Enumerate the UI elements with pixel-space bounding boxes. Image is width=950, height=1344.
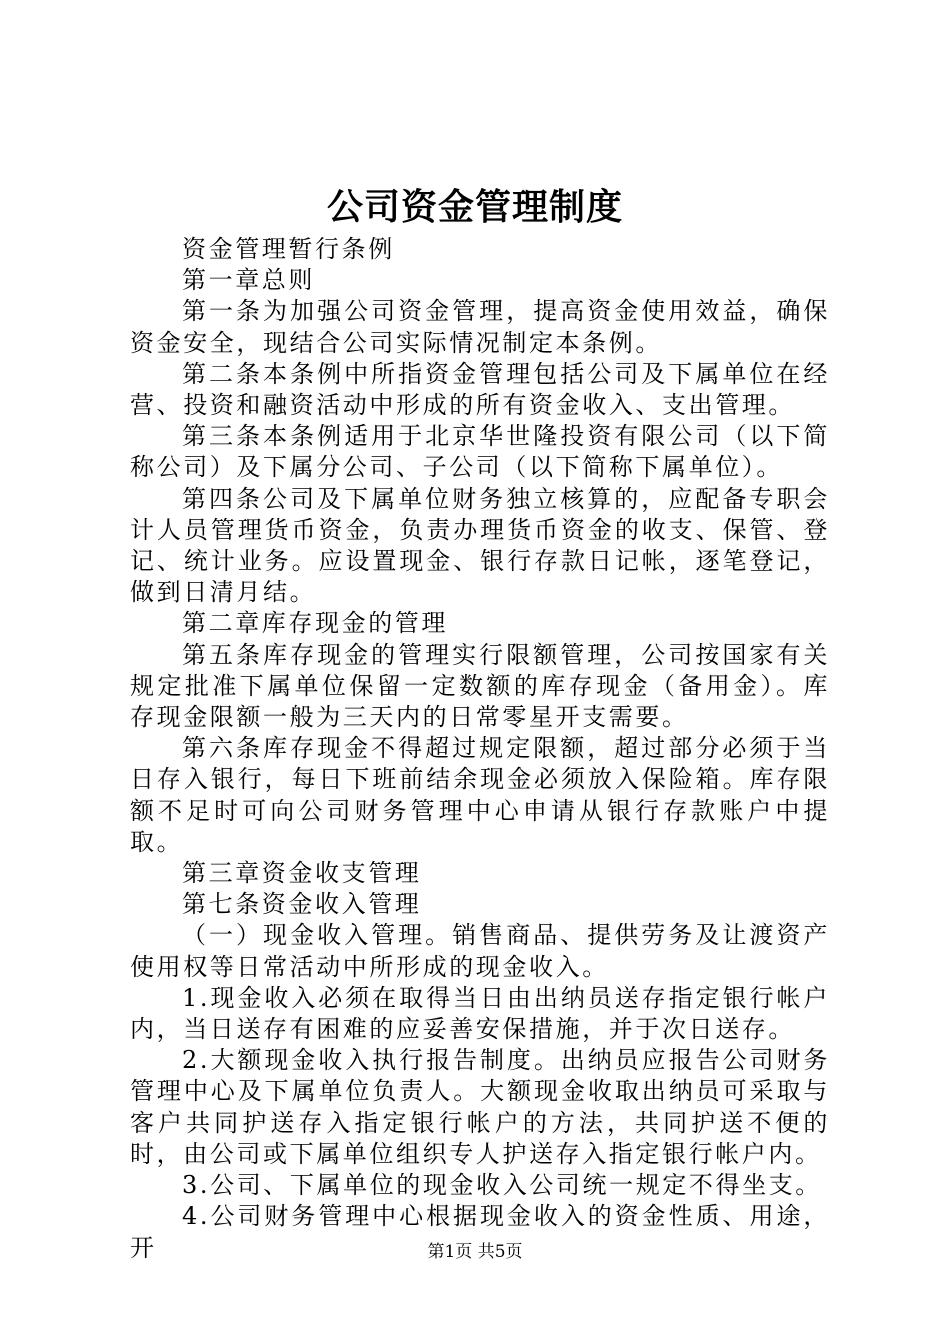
paragraph-13: 1.现金收入必须在取得当日由出纳员送存指定银行帐户内，当日送存有困难的应妥善安保措施，并于次日送存。 [130, 983, 830, 1044]
paragraph-2: 第一章总则 [182, 266, 315, 295]
paragraph-5: 第三条本条例适用于北京华世隆投资有限公司（以下简称公司）及下属分公司、子公司（以下简称下属单位）。 [130, 422, 830, 482]
paragraph-3: 第一条为加强公司资金管理，提高资金使用效益，确保资金安全，现结合公司实际情况制定本条例。 [130, 297, 830, 357]
paragraph-14: 2.大额现金收入执行报告制度。出纳员应报告公司财务管理中心及下属单位负责人。大额现金收取出纳员可采取与客户共同护送存入指定银行帐户的方法，共同护送不便的时，由公司或下属单位组织专人护送存入指定银行帐户内。 [130, 1046, 830, 1168]
paragraph-15: 3.公司、下属单位的现金收入公司统一规定不得坐支。 [182, 1171, 822, 1200]
paragraph-1: 资金管理暂行条例 [182, 235, 395, 263]
page-footer: 第1页 共5页 [427, 1242, 523, 1262]
paragraph-12: （一）现金收入管理。销售商品、提供劳务及让渡资产使用权等日常活动中所形成的现金收入。 [130, 921, 830, 981]
paragraph-16: 4.公司财务管理中心根据现金收入的资金性质、用途，开 [130, 1202, 830, 1262]
paragraph-9: 第六条库存现金不得超过规定限额，超过部分必须于当日存入银行，每日下班前结余现金必须放入保险箱。库存限额不足时可向公司财务管理中心申请从银行存款账户中提取。 [130, 734, 830, 856]
document-title: 公司资金管理制度 [326, 187, 623, 228]
paragraph-4: 第二条本条例中所指资金管理包括公司及下属单位在经营、投资和融资活动中形成的所有资金收入、支出管理。 [130, 359, 830, 420]
paragraph-7: 第二章库存现金的管理 [182, 609, 448, 638]
paragraph-6: 第四条公司及下属单位财务独立核算的，应配备专职会计人员管理货币资金，负责办理货币资金的收支、保管、登记、统计业务。应设置现金、银行存款日记帐，逐笔登记，做到日清月结。 [130, 484, 830, 607]
document-body [130, 234, 830, 1264]
paragraph-11: 第七条资金收入管理 [182, 890, 422, 919]
paragraph-8: 第五条库存现金的管理实行限额管理，公司按国家有关规定批准下属单位保留一定数额的库存现金（备用金）。库存现金限额一般为三天内的日常零星开支需要。 [130, 640, 830, 732]
paragraph-10: 第三章资金收支管理 [182, 859, 422, 888]
